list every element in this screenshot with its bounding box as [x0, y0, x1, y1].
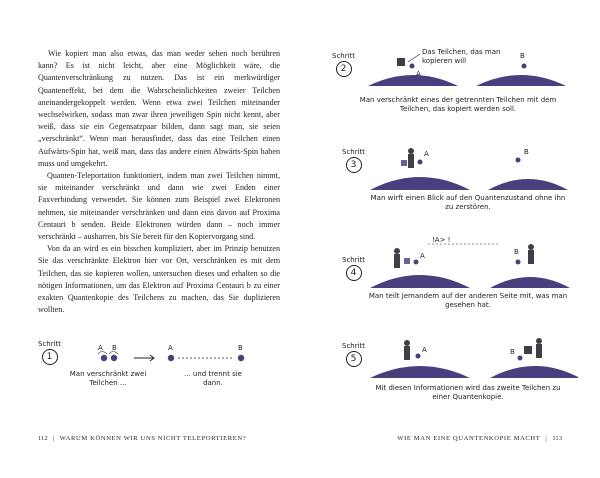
footer-right: WIE MAN EINE QUANTENKOPIE MACHT | 113: [397, 435, 562, 442]
person: [408, 154, 414, 168]
person-right: [528, 250, 534, 264]
cube: [397, 58, 405, 66]
particle-a: [416, 354, 421, 359]
footer-left: 112 | WARUM KÖNNEN WIR UNS NICHT TELEPORTIEREN?: [38, 435, 247, 442]
label-a: A: [416, 70, 421, 78]
comic-step-4: [328, 232, 578, 324]
label-b: B: [510, 348, 515, 356]
particle-a: [101, 355, 107, 361]
particle-a: [410, 64, 415, 69]
planet-left: [370, 275, 470, 288]
body-text: [38, 48, 280, 316]
label-b: B: [112, 344, 117, 352]
caption: Man teilt jemandem auf der anderen Seite mit, was man gesehen hat.: [368, 292, 568, 309]
particle-a2: [168, 355, 174, 361]
particle-b: [522, 64, 527, 69]
label-a: A: [420, 252, 425, 260]
planet-left: [368, 75, 458, 86]
running-title: WIE MAN EINE QUANTENKOPIE MACHT: [397, 435, 541, 442]
step-label: Schritt 3: [342, 148, 365, 173]
caption: Mit diesen Informationen wird das zweite Teilchen zu einer Quantenkopie.: [375, 384, 561, 401]
planet-right: [476, 75, 566, 86]
speech-text: !A> !: [432, 236, 451, 244]
label-b: B: [514, 248, 519, 256]
comic-step-3: [328, 140, 578, 228]
caption: Man wirft einen Blick auf den Quantenzustand ohne ihn zu zerstören.: [370, 194, 566, 211]
cube: [401, 160, 407, 166]
planet-left: [370, 366, 470, 378]
comic-step-1: [38, 340, 278, 400]
step-label: Schritt 1: [38, 340, 61, 365]
step-number: 5: [346, 351, 362, 367]
particle-b2: [238, 355, 244, 361]
paragraph-2: Quanten-Teleportation funktioniert, indem man zwei Teilchen nimmt, sie miteinander verschränkt und dann wie zwei Enden einer Faxverbindung verwendet. Sie können zum Beispiel zwei Elektronen nehmen, sie miteinander verschränken und dann eins davon auf Proxima Centauri b senden. Beide Elektronen würden dann – noch immer verschränkt – ausharren, bis Sie bereit für den Kopiervorgang sind.: [38, 171, 280, 242]
person-left: [404, 346, 410, 360]
speech-text: Das Teilchen, das man kopieren will: [422, 48, 501, 65]
comic-step-3-drawing: [328, 140, 578, 228]
step-number: 1: [42, 349, 58, 365]
label-a: A: [424, 150, 429, 158]
planet-left: [370, 177, 470, 190]
cube-copy: [524, 346, 532, 354]
paragraph-1: Wie kopiert man also etwas, das man weder sehen noch berühren kann? Es ist nicht leicht, aber eine Möglichkeit wäre, die Quantenverschränkung zu nutzen. Das ist ein merkwürdiger Quanteneffekt, bei dem die Wahrscheinlichkeiten zweier Teilchen aneinandergekoppelt werden. Wenn etwa zwei Teilchen miteinander wechselwirken, sodass man zwar ihren jeweiligen Spin nicht kennt, aber weiß, dass sie ein Gegensatzpaar bilden, dann sagt man, sie seien „verschränkt“. Wenn man herausfindet, dass das eine Teilchen einen Aufwärts-Spin hat, weiß man, dass das andere einen Abwärts-Spin haben muss und umgekehrt.: [38, 49, 280, 168]
step-label: Schritt 2: [332, 52, 355, 77]
comic-step-2: [328, 44, 578, 132]
cube: [404, 258, 410, 264]
person-left: [394, 254, 400, 268]
right-page: [300, 0, 600, 478]
comic-step-5: [328, 334, 578, 414]
caption-left: Man verschränkt zwei Teilchen ...: [69, 370, 147, 387]
label-a: A: [98, 344, 103, 352]
particle-b: [111, 355, 117, 361]
page-number: 113: [552, 435, 562, 442]
step-number: 4: [346, 265, 362, 281]
label-b2: B: [238, 344, 243, 352]
step-number: 3: [346, 157, 362, 173]
comic-step-5-drawing: [328, 334, 578, 414]
step-label: Schritt 4: [342, 256, 365, 281]
comic-step-4-drawing: [328, 232, 578, 324]
planet-right: [488, 179, 568, 190]
page-number: 112: [38, 435, 48, 442]
particle-a: [418, 160, 423, 165]
person-right: [536, 344, 542, 358]
step-number: 2: [336, 61, 352, 77]
particle-a: [414, 260, 419, 265]
running-title: WARUM KÖNNEN WIR UNS NICHT TELEPORTIEREN?: [59, 435, 247, 442]
label-a: A: [422, 346, 427, 354]
particle-b: [516, 158, 521, 163]
particle-b: [518, 356, 523, 361]
planet-right: [490, 277, 570, 288]
step-label: Schritt 5: [342, 342, 365, 367]
label-b: B: [520, 52, 525, 60]
particle-b: [516, 260, 521, 265]
label-b: B: [524, 148, 529, 156]
planet-right: [490, 366, 578, 378]
label-a2: A: [168, 344, 173, 352]
caption: Man verschränkt eines der getrennten Teilchen mit dem Teilchen, das kopiert werden soll.: [359, 96, 557, 113]
caption-right: ... und trennt sie dann.: [184, 370, 242, 387]
paragraph-3: Von da an wird es ein bisschen kompliziert, aber im Prinzip benutzen Sie das verschränkte Elektron hier vor Ort, verschränken es mit dem Teilchen, das sie kopieren wollen, untersuchen dieses und erhalten so die nötigen Informationen, um das Elektron auf Proxima Centauri b zu einer exakten Quantenkopie des Teilchens zu machen, das Sie duplizieren wollten.: [38, 244, 280, 315]
